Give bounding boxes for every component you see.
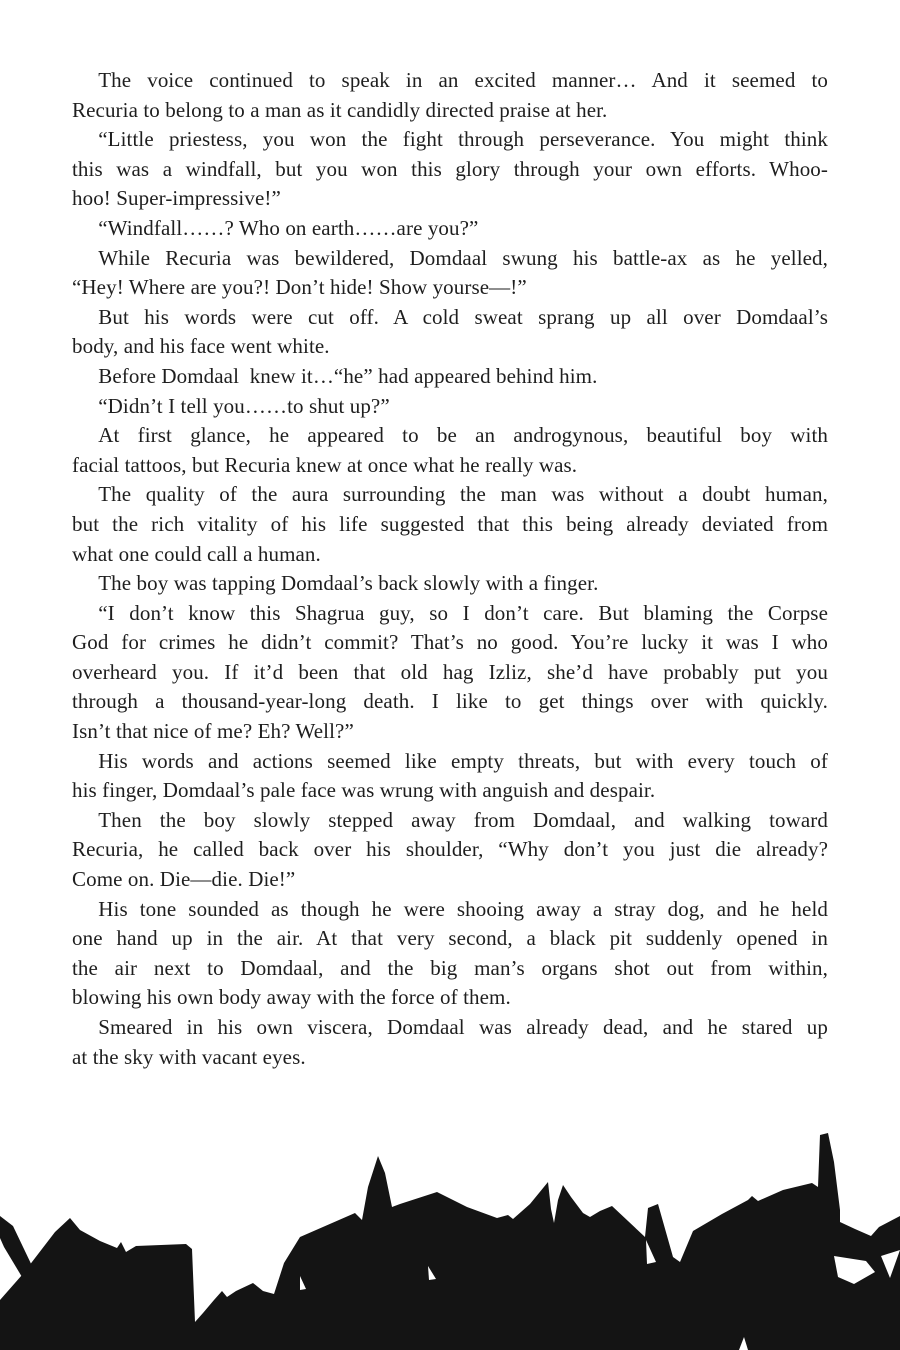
debris-main-mass xyxy=(0,1133,900,1350)
text-line: Before Domdaal knew it…“he” had appeared behind him. xyxy=(98,363,598,388)
text-line: blowing his own body away with the force of them. xyxy=(72,985,511,1010)
paragraph xyxy=(72,303,828,362)
paragraph xyxy=(72,125,828,214)
paragraph xyxy=(72,480,828,569)
text-line: his finger, Domdaal’s pale face was wrung with anguish and despair. xyxy=(72,778,656,803)
paragraph xyxy=(72,66,828,125)
text-line: through a thousand-year-long death. I like to get things over with quickly. xyxy=(72,689,828,714)
paragraph xyxy=(72,569,828,599)
text-line: at the sky with vacant eyes. xyxy=(72,1044,306,1069)
text-line: Then the boy slowly stepped away from Domdaal, and walking toward xyxy=(98,807,828,832)
debris-silhouette-illustration xyxy=(0,1088,900,1350)
text-line: “Didn’t I tell you……to shut up?” xyxy=(98,393,390,418)
text-line: facial tattoos, but Recuria knew at once what he really was. xyxy=(72,452,578,477)
text-line: His tone sounded as though he were shooing away a stray dog, and he held xyxy=(98,896,828,921)
paragraph xyxy=(72,362,828,392)
paragraph xyxy=(72,214,828,244)
text-line: but the rich vitality of his life suggested that this being already deviated from xyxy=(72,511,828,536)
text-line: “Little priestess, you won the fight through perseverance. You might think xyxy=(98,127,828,152)
paragraph xyxy=(72,895,828,1013)
text-line: Recuria, he called back over his shoulder, “Why don’t you just die already? xyxy=(72,837,828,862)
body-text xyxy=(72,66,828,1072)
text-line: “I don’t know this Shagrua guy, so I don’t care. But blaming the Corpse xyxy=(98,600,828,625)
text-line: body, and his face went white. xyxy=(72,334,330,359)
text-line: the air next to Domdaal, and the big man’s organs shot out from within, xyxy=(72,955,828,980)
paragraph xyxy=(72,244,828,303)
paragraph xyxy=(72,392,828,422)
paragraph xyxy=(72,1013,828,1072)
text-line: The quality of the aura surrounding the man was without a doubt human, xyxy=(98,482,828,507)
paragraph xyxy=(72,599,828,747)
text-line: “Hey! Where are you?! Don’t hide! Show yourse—!” xyxy=(72,275,527,300)
paragraph xyxy=(72,747,828,806)
text-line: this was a windfall, but you won this glory through your own efforts. Whoo- xyxy=(72,156,828,181)
text-line: Smeared in his own viscera, Domdaal was already dead, and he stared up xyxy=(98,1015,828,1039)
text-line: His words and actions seemed like empty threats, but with every touch of xyxy=(98,748,828,773)
text-line: overheard you. If it’d been that old hag Izliz, she’d have probably put you xyxy=(72,659,828,684)
text-line: The voice continued to speak in an excited manner… And it seemed to xyxy=(98,68,828,92)
text-line: Come on. Die—die. Die!” xyxy=(72,867,296,892)
text-line: hoo! Super-impressive!” xyxy=(72,186,281,211)
text-line: one hand up in the air. At that very second, a black pit suddenly opened in xyxy=(72,926,828,951)
text-line: “Windfall……? Who on earth……are you?” xyxy=(98,215,479,240)
text-line: The boy was tapping Domdaal’s back slowly with a finger. xyxy=(98,571,599,596)
text-line: But his words were cut off. A cold sweat sprang up all over Domdaal’s xyxy=(98,304,828,329)
text-line: Isn’t that nice of me? Eh? Well?” xyxy=(72,719,354,744)
text-line: what one could call a human. xyxy=(72,541,321,566)
paragraph xyxy=(72,421,828,480)
text-line: At first glance, he appeared to be an androgynous, beautiful boy with xyxy=(98,423,828,448)
text-line: While Recuria was bewildered, Domdaal swung his battle-ax as he yelled, xyxy=(98,245,828,270)
paragraph xyxy=(72,806,828,895)
text-line: God for crimes he didn’t commit? That’s no good. You’re lucky it was I who xyxy=(72,630,828,655)
text-line: Recuria to belong to a man as it candidly directed praise at her. xyxy=(72,97,608,122)
